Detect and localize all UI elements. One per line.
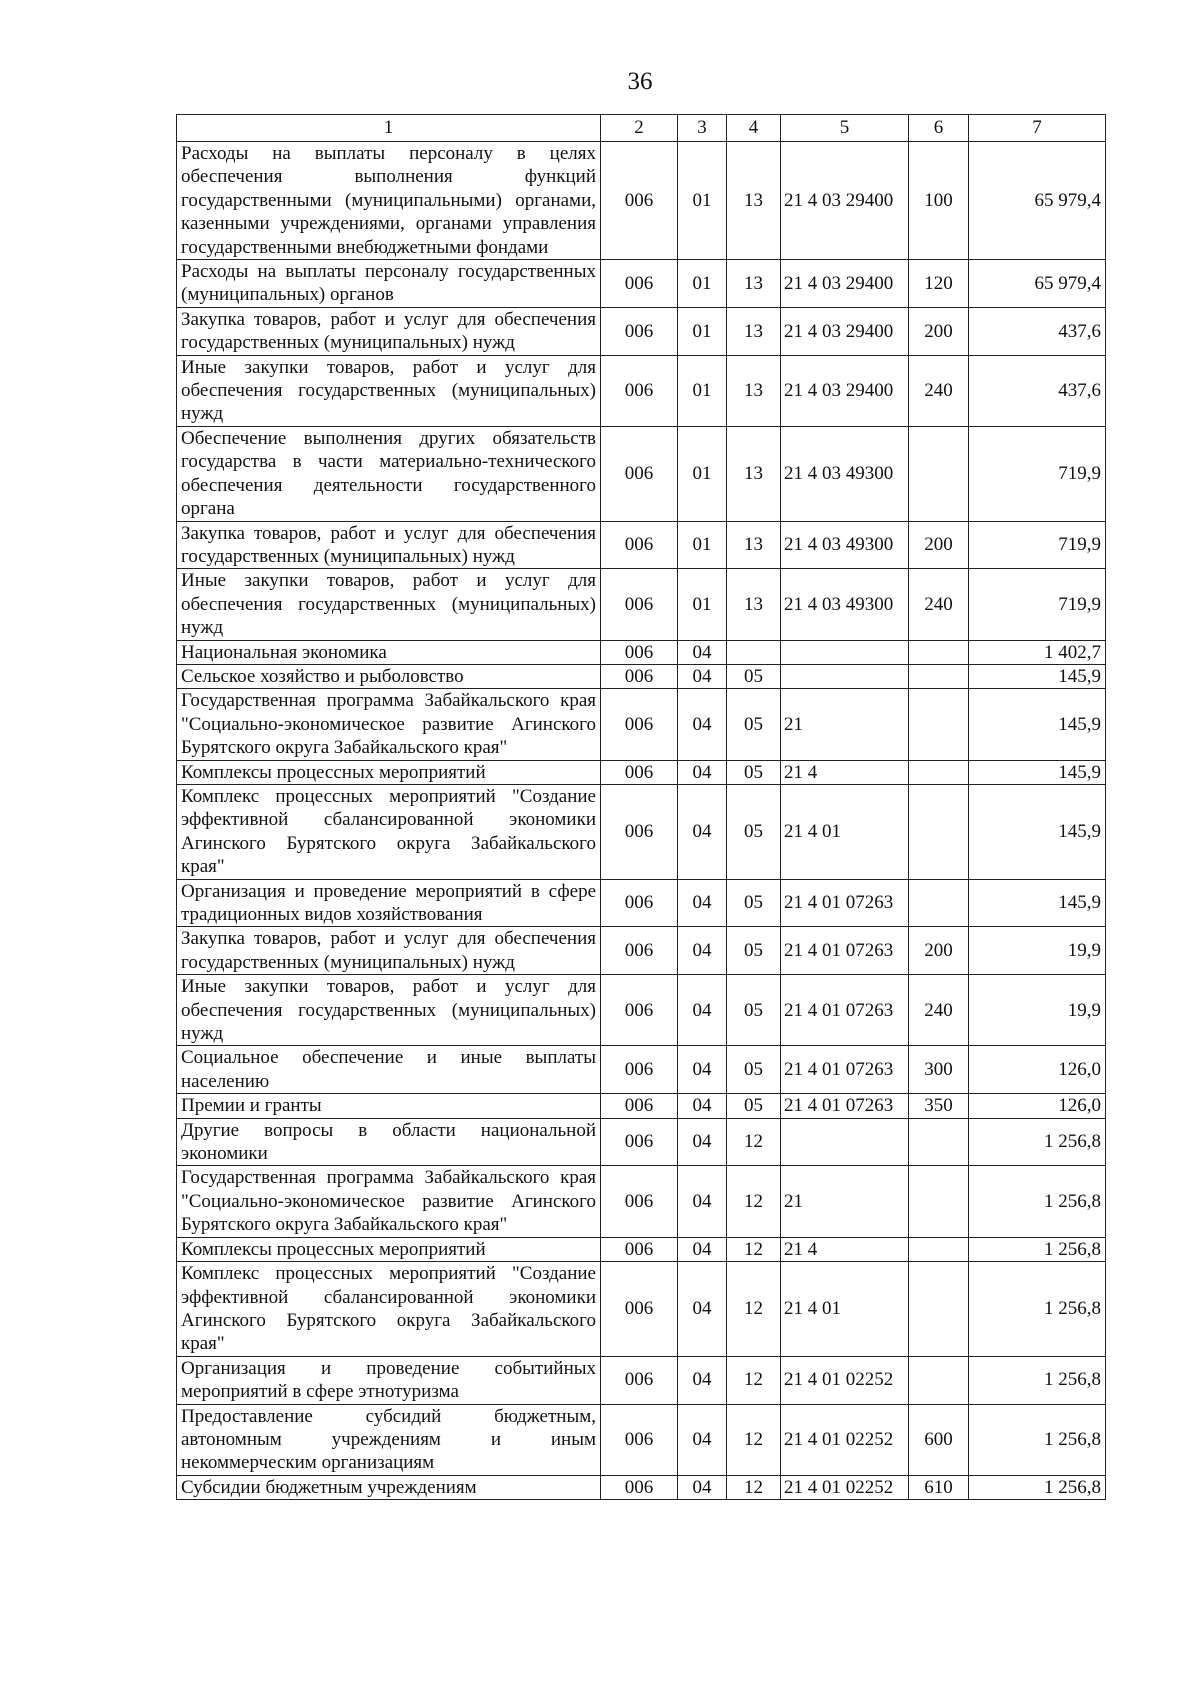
amount: 1 256,8 — [969, 1166, 1106, 1237]
item-name: Национальная экономика — [177, 640, 601, 664]
subsection-code: 12 — [727, 1262, 781, 1357]
item-name: Государственная программа Забайкальского края "Социально-экономическое развитие Агинского Бурятского округа Забайкальского края" — [177, 689, 601, 760]
target-article-code: 21 4 01 07263 — [781, 879, 909, 927]
section-code: 01 — [678, 260, 727, 308]
section-code: 04 — [678, 1404, 727, 1475]
target-article-code: 21 4 01 07263 — [781, 1094, 909, 1118]
subsection-code: 13 — [727, 307, 781, 355]
item-name: Иные закупки товаров, работ и услуг для обеспечения государственных (муниципальных) нужд — [177, 975, 601, 1046]
department-code: 006 — [601, 1118, 678, 1166]
department-code: 006 — [601, 784, 678, 879]
section-code: 04 — [678, 1046, 727, 1094]
amount: 126,0 — [969, 1046, 1106, 1094]
item-name: Закупка товаров, работ и услуг для обеспечения государственных (муниципальных) нужд — [177, 521, 601, 569]
expense-type-code: 240 — [909, 355, 969, 426]
section-code: 01 — [678, 521, 727, 569]
item-name: Иные закупки товаров, работ и услуг для обеспечения государственных (муниципальных) нужд — [177, 355, 601, 426]
table-row — [177, 1046, 1106, 1094]
header-row — [177, 115, 1106, 142]
target-article-code: 21 4 03 29400 — [781, 307, 909, 355]
target-article-code: 21 4 01 02252 — [781, 1475, 909, 1499]
expense-type-code — [909, 784, 969, 879]
department-code: 006 — [601, 664, 678, 688]
amount: 719,9 — [969, 521, 1106, 569]
table-row — [177, 927, 1106, 975]
target-article-code: 21 4 01 07263 — [781, 927, 909, 975]
expense-type-code: 240 — [909, 569, 969, 640]
target-article-code: 21 4 — [781, 760, 909, 784]
subsection-code: 13 — [727, 260, 781, 308]
target-article-code — [781, 1118, 909, 1166]
target-article-code: 21 4 03 49300 — [781, 569, 909, 640]
expense-type-code — [909, 640, 969, 664]
table-row — [177, 1237, 1106, 1261]
department-code: 006 — [601, 1262, 678, 1357]
subsection-code: 13 — [727, 521, 781, 569]
section-code: 04 — [678, 927, 727, 975]
department-code: 006 — [601, 975, 678, 1046]
department-code: 006 — [601, 760, 678, 784]
header-cell: 5 — [781, 115, 909, 142]
expense-type-code — [909, 1166, 969, 1237]
expense-type-code — [909, 1356, 969, 1404]
subsection-code: 05 — [727, 664, 781, 688]
item-name: Закупка товаров, работ и услуг для обеспечения государственных (муниципальных) нужд — [177, 927, 601, 975]
subsection-code: 05 — [727, 760, 781, 784]
table-row — [177, 664, 1106, 688]
amount: 145,9 — [969, 760, 1106, 784]
item-name: Субсидии бюджетным учреждениям — [177, 1475, 601, 1499]
expense-type-code: 200 — [909, 927, 969, 975]
item-name: Социальное обеспечение и иные выплаты населению — [177, 1046, 601, 1094]
subsection-code: 12 — [727, 1118, 781, 1166]
expense-type-code: 100 — [909, 142, 969, 260]
amount: 1 256,8 — [969, 1237, 1106, 1261]
header-cell: 7 — [969, 115, 1106, 142]
section-code: 04 — [678, 975, 727, 1046]
section-code: 04 — [678, 1262, 727, 1357]
department-code: 006 — [601, 142, 678, 260]
section-code: 04 — [678, 1237, 727, 1261]
subsection-code: 05 — [727, 1046, 781, 1094]
header-cell: 3 — [678, 115, 727, 142]
item-name: Другие вопросы в области национальной экономики — [177, 1118, 601, 1166]
expense-type-code — [909, 879, 969, 927]
subsection-code: 12 — [727, 1404, 781, 1475]
subsection-code: 05 — [727, 975, 781, 1046]
subsection-code: 12 — [727, 1166, 781, 1237]
amount: 437,6 — [969, 355, 1106, 426]
section-code: 04 — [678, 1356, 727, 1404]
table-row — [177, 689, 1106, 760]
target-article-code: 21 4 03 29400 — [781, 142, 909, 260]
target-article-code: 21 4 01 07263 — [781, 975, 909, 1046]
subsection-code: 13 — [727, 355, 781, 426]
amount: 719,9 — [969, 426, 1106, 521]
department-code: 006 — [601, 1166, 678, 1237]
target-article-code: 21 4 01 — [781, 784, 909, 879]
target-article-code — [781, 664, 909, 688]
table-row — [177, 1262, 1106, 1357]
amount: 145,9 — [969, 784, 1106, 879]
item-name: Расходы на выплаты персоналу государственных (муниципальных) органов — [177, 260, 601, 308]
amount: 1 402,7 — [969, 640, 1106, 664]
subsection-code: 12 — [727, 1356, 781, 1404]
expense-type-code: 350 — [909, 1094, 969, 1118]
expense-type-code — [909, 1262, 969, 1357]
target-article-code: 21 — [781, 1166, 909, 1237]
table-row — [177, 1118, 1106, 1166]
item-name: Организация и проведение событийных мероприятий в сфере этнотуризма — [177, 1356, 601, 1404]
department-code: 006 — [601, 927, 678, 975]
target-article-code: 21 — [781, 689, 909, 760]
subsection-code: 05 — [727, 1094, 781, 1118]
subsection-code: 12 — [727, 1475, 781, 1499]
amount: 1 256,8 — [969, 1475, 1106, 1499]
item-name: Премии и гранты — [177, 1094, 601, 1118]
department-code: 006 — [601, 355, 678, 426]
expense-type-code — [909, 426, 969, 521]
section-code: 04 — [678, 784, 727, 879]
item-name: Комплекс процессных мероприятий "Создание эффективной сбалансированной экономики Агинского Бурятского округа Забайкальского края" — [177, 784, 601, 879]
amount: 65 979,4 — [969, 142, 1106, 260]
section-code: 04 — [678, 689, 727, 760]
subsection-code: 05 — [727, 689, 781, 760]
target-article-code: 21 4 — [781, 1237, 909, 1261]
expense-type-code — [909, 664, 969, 688]
table-row — [177, 760, 1106, 784]
section-code: 04 — [678, 879, 727, 927]
target-article-code: 21 4 03 49300 — [781, 426, 909, 521]
amount: 145,9 — [969, 879, 1106, 927]
department-code: 006 — [601, 1404, 678, 1475]
target-article-code: 21 4 01 02252 — [781, 1356, 909, 1404]
expense-type-code — [909, 1118, 969, 1166]
amount: 126,0 — [969, 1094, 1106, 1118]
item-name: Комплексы процессных мероприятий — [177, 1237, 601, 1261]
department-code: 006 — [601, 1046, 678, 1094]
expense-type-code — [909, 689, 969, 760]
header-cell: 1 — [177, 115, 601, 142]
item-name: Сельское хозяйство и рыболовство — [177, 664, 601, 688]
department-code: 006 — [601, 1356, 678, 1404]
page-number: 36 — [627, 68, 653, 95]
section-code: 01 — [678, 426, 727, 521]
section-code: 04 — [678, 1475, 727, 1499]
department-code: 006 — [601, 260, 678, 308]
amount: 1 256,8 — [969, 1404, 1106, 1475]
header-cell: 2 — [601, 115, 678, 142]
item-name: Предоставление субсидий бюджетным, автономным учреждениям и иным некоммерческим организациям — [177, 1404, 601, 1475]
section-code: 04 — [678, 760, 727, 784]
table-row — [177, 1356, 1106, 1404]
budget-table — [176, 114, 1106, 1500]
department-code: 006 — [601, 521, 678, 569]
item-name: Расходы на выплаты персоналу в целях обеспечения выполнения функций государственными (муниципальными) органами, казенными учреждениями, органами управления государственными внебюджетными фондами — [177, 142, 601, 260]
expense-type-code: 600 — [909, 1404, 969, 1475]
section-code: 04 — [678, 1166, 727, 1237]
department-code: 006 — [601, 689, 678, 760]
table-row — [177, 521, 1106, 569]
target-article-code: 21 4 03 29400 — [781, 260, 909, 308]
item-name: Иные закупки товаров, работ и услуг для обеспечения государственных (муниципальных) нужд — [177, 569, 601, 640]
header-cell: 6 — [909, 115, 969, 142]
table-row — [177, 569, 1106, 640]
table-row — [177, 1404, 1106, 1475]
amount: 1 256,8 — [969, 1118, 1106, 1166]
amount: 65 979,4 — [969, 260, 1106, 308]
table-row — [177, 1166, 1106, 1237]
target-article-code: 21 4 01 02252 — [781, 1404, 909, 1475]
section-code: 04 — [678, 640, 727, 664]
table-row — [177, 307, 1106, 355]
department-code: 006 — [601, 1237, 678, 1261]
amount: 437,6 — [969, 307, 1106, 355]
expense-type-code: 200 — [909, 307, 969, 355]
table-row — [177, 879, 1106, 927]
table-row — [177, 426, 1106, 521]
section-code: 04 — [678, 664, 727, 688]
table-row — [177, 142, 1106, 260]
amount: 19,9 — [969, 975, 1106, 1046]
amount: 1 256,8 — [969, 1356, 1106, 1404]
subsection-code: 13 — [727, 142, 781, 260]
item-name: Государственная программа Забайкальского края "Социально-экономическое развитие Агинского Бурятского округа Забайкальского края" — [177, 1166, 601, 1237]
amount: 1 256,8 — [969, 1262, 1106, 1357]
department-code: 006 — [601, 307, 678, 355]
target-article-code: 21 4 03 29400 — [781, 355, 909, 426]
expense-type-code: 120 — [909, 260, 969, 308]
department-code: 006 — [601, 879, 678, 927]
table-row — [177, 640, 1106, 664]
section-code: 04 — [678, 1094, 727, 1118]
section-code: 01 — [678, 355, 727, 426]
subsection-code: 13 — [727, 569, 781, 640]
table-row — [177, 975, 1106, 1046]
expense-type-code: 240 — [909, 975, 969, 1046]
subsection-code: 05 — [727, 927, 781, 975]
table-row — [177, 1094, 1106, 1118]
item-name: Комплексы процессных мероприятий — [177, 760, 601, 784]
target-article-code — [781, 640, 909, 664]
expense-type-code: 200 — [909, 521, 969, 569]
expense-type-code — [909, 760, 969, 784]
section-code: 01 — [678, 569, 727, 640]
section-code: 04 — [678, 1118, 727, 1166]
department-code: 006 — [601, 569, 678, 640]
amount: 145,9 — [969, 689, 1106, 760]
target-article-code: 21 4 01 07263 — [781, 1046, 909, 1094]
subsection-code — [727, 640, 781, 664]
expense-type-code: 300 — [909, 1046, 969, 1094]
department-code: 006 — [601, 1475, 678, 1499]
amount: 719,9 — [969, 569, 1106, 640]
target-article-code: 21 4 01 — [781, 1262, 909, 1357]
target-article-code: 21 4 03 49300 — [781, 521, 909, 569]
section-code: 01 — [678, 307, 727, 355]
subsection-code: 05 — [727, 879, 781, 927]
table-row — [177, 260, 1106, 308]
subsection-code: 13 — [727, 426, 781, 521]
subsection-code: 12 — [727, 1237, 781, 1261]
item-name: Организация и проведение мероприятий в сфере традиционных видов хозяйствования — [177, 879, 601, 927]
section-code: 01 — [678, 142, 727, 260]
table-row — [177, 355, 1106, 426]
expense-type-code — [909, 1237, 969, 1261]
item-name: Комплекс процессных мероприятий "Создание эффективной сбалансированной экономики Агинского Бурятского округа Забайкальского края" — [177, 1262, 601, 1357]
item-name: Обеспечение выполнения других обязательств государства в части материально-технического обеспечения деятельности государственного органа — [177, 426, 601, 521]
department-code: 006 — [601, 640, 678, 664]
department-code: 006 — [601, 1094, 678, 1118]
amount: 19,9 — [969, 927, 1106, 975]
subsection-code: 05 — [727, 784, 781, 879]
table-row — [177, 784, 1106, 879]
table-row — [177, 1475, 1106, 1499]
amount: 145,9 — [969, 664, 1106, 688]
header-cell: 4 — [727, 115, 781, 142]
department-code: 006 — [601, 426, 678, 521]
item-name: Закупка товаров, работ и услуг для обеспечения государственных (муниципальных) нужд — [177, 307, 601, 355]
expense-type-code: 610 — [909, 1475, 969, 1499]
